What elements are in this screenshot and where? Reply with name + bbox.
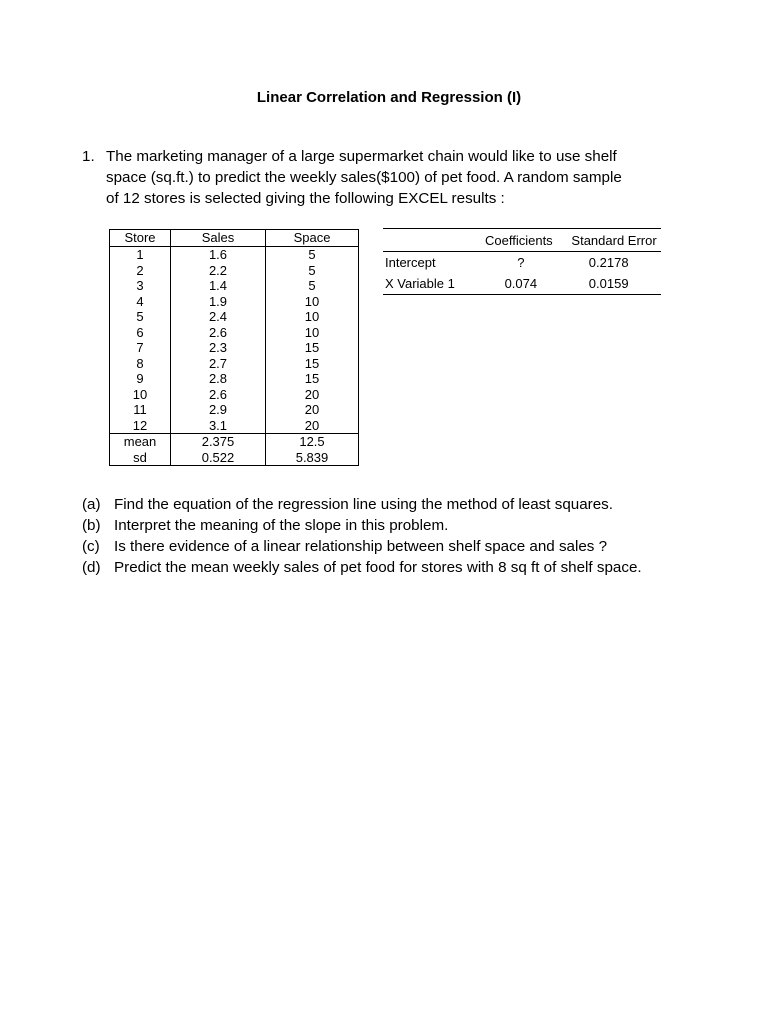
regression-row-intercept — [383, 252, 661, 274]
summary-space: 12.5 — [266, 434, 359, 450]
question-parts — [82, 494, 742, 578]
cell-store: 6 — [110, 325, 171, 341]
regression-label: Intercept — [385, 255, 436, 270]
cell-sales: 1.9 — [171, 294, 266, 310]
cell-sales: 2.9 — [171, 402, 266, 418]
cell-sales: 1.4 — [171, 278, 266, 294]
cell-space: 15 — [266, 371, 359, 387]
summary-space: 5.839 — [266, 450, 359, 466]
part-c — [82, 536, 742, 557]
summary-row-mean — [110, 434, 359, 450]
column-header-space: Space — [266, 230, 359, 247]
part-text: Is there evidence of a linear relationship between shelf space and sales ? — [114, 538, 608, 555]
cell-sales: 2.7 — [171, 356, 266, 372]
regression-coefficient: 0.074 — [485, 273, 557, 295]
question-1 — [82, 146, 722, 209]
summary-sales: 2.375 — [171, 434, 266, 450]
regression-standard-error: 0.2178 — [588, 255, 629, 270]
cell-space: 5 — [266, 278, 359, 294]
table-row — [110, 371, 359, 387]
cell-store: 1 — [110, 247, 171, 263]
regression-label: X Variable 1 — [383, 273, 485, 295]
cell-space: 5 — [266, 247, 359, 263]
cell-store: 4 — [110, 294, 171, 310]
cell-sales: 2.2 — [171, 263, 266, 279]
part-label: (b) — [82, 517, 101, 534]
cell-store: 7 — [110, 340, 171, 356]
cell-space: 10 — [266, 309, 359, 325]
question-number: 1. — [82, 148, 95, 165]
question-line: of 12 stores is selected giving the following EXCEL results : — [106, 190, 505, 207]
table-row — [110, 263, 359, 279]
cell-store: 12 — [110, 418, 171, 434]
cell-store: 10 — [110, 387, 171, 403]
cell-space: 20 — [266, 387, 359, 403]
regression-header-row — [383, 229, 661, 252]
cell-space: 5 — [266, 263, 359, 279]
cell-store: 2 — [110, 263, 171, 279]
question-text — [106, 146, 722, 209]
part-label: (d) — [82, 559, 101, 576]
table-row — [110, 309, 359, 325]
table-header-row — [110, 230, 359, 247]
column-header-store: Store — [110, 230, 171, 247]
part-a — [82, 494, 742, 515]
cell-store: 8 — [110, 356, 171, 372]
cell-sales: 2.6 — [171, 325, 266, 341]
regression-table — [383, 228, 661, 295]
part-text: Find the equation of the regression line using the method of least squares. — [114, 496, 613, 513]
cell-sales: 2.4 — [171, 309, 266, 325]
cell-space: 10 — [266, 325, 359, 341]
cell-space: 15 — [266, 340, 359, 356]
store-data-table — [109, 229, 359, 466]
part-d — [82, 557, 742, 578]
regression-row-x-variable — [383, 273, 661, 295]
table-row — [110, 418, 359, 434]
regression-standard-error: 0.0159 — [557, 273, 661, 295]
cell-store: 5 — [110, 309, 171, 325]
cell-space: 20 — [266, 402, 359, 418]
part-text: Interpret the meaning of the slope in this problem. — [114, 517, 449, 534]
cell-store: 9 — [110, 371, 171, 387]
summary-sales: 0.522 — [171, 450, 266, 466]
cell-space: 20 — [266, 418, 359, 434]
cell-space: 15 — [266, 356, 359, 372]
column-header-sales: Sales — [171, 230, 266, 247]
cell-sales: 2.8 — [171, 371, 266, 387]
summary-row-sd — [110, 450, 359, 466]
part-text: Predict the mean weekly sales of pet food for stores with 8 sq ft of shelf space. — [114, 559, 642, 576]
cell-sales: 1.6 — [171, 247, 266, 263]
cell-space: 10 — [266, 294, 359, 310]
table-row — [110, 340, 359, 356]
part-label: (a) — [82, 496, 101, 513]
page-title: Linear Correlation and Regression (I) — [256, 89, 522, 106]
table-row — [110, 247, 359, 263]
regression-coefficient: ? — [517, 255, 525, 270]
regression-header-standard-error: Standard Error — [557, 229, 661, 252]
table-row — [110, 278, 359, 294]
part-b — [82, 515, 742, 536]
cell-sales: 2.6 — [171, 387, 266, 403]
summary-label: mean — [110, 434, 171, 450]
cell-sales: 3.1 — [171, 418, 266, 434]
cell-store: 11 — [110, 402, 171, 418]
regression-header-coefficients: Coefficients — [485, 229, 557, 252]
table-row — [110, 387, 359, 403]
question-line: space (sq.ft.) to predict the weekly sales($100) of pet food. A random sample — [106, 169, 622, 186]
table-row — [110, 294, 359, 310]
cell-sales: 2.3 — [171, 340, 266, 356]
summary-label: sd — [110, 450, 171, 466]
question-line: The marketing manager of a large supermarket chain would like to use shelf — [106, 148, 617, 165]
table-row — [110, 356, 359, 372]
cell-store: 3 — [110, 278, 171, 294]
table-row — [110, 325, 359, 341]
table-row — [110, 402, 359, 418]
regression-header-blank — [383, 229, 485, 252]
part-label: (c) — [82, 538, 100, 555]
